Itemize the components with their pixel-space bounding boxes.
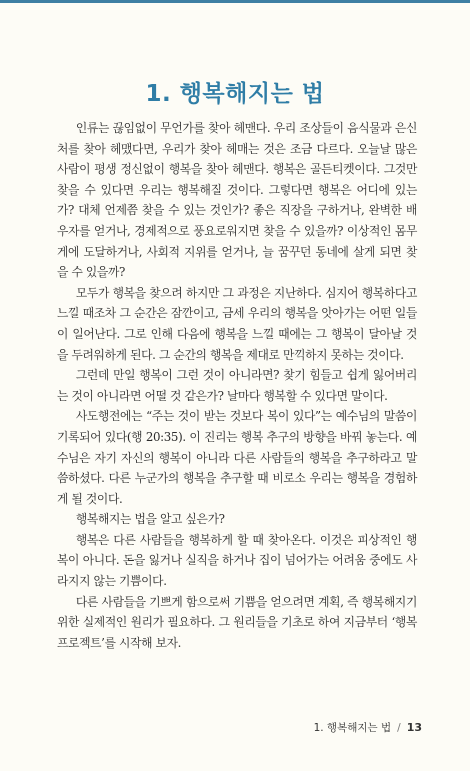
paragraph-3: 그런데 만일 행복이 그런 것이 아니라면? 찾기 힘들고 쉽게 잃어버리는 것이 아니라면 어떨 것 같은가? 날마다 행복할 수 있다면 말이다. (57, 368, 417, 403)
paragraph-4: 사도행전에는 “주는 것이 받는 것보다 복이 있다”는 예수님의 말씀이 기록되어 있다(행 20:35). 이 진리는 행복 추구의 방향을 바꿔 놓는다. 예수님은 자기 자신의 행복이 아니라 다른 사람들의 행복을 추구하라고 말씀하셨다. 다른 누군가의 행복을 추구할 때 비로소 우리는 행복을 경험하게 될 것이다. (57, 409, 417, 506)
paragraph-5: 행복해지는 법을 알고 싶은가? (75, 512, 225, 527)
page-number: 13 (406, 721, 422, 734)
paragraph-2: 모두가 행복을 찾으려 하지만 그 과정은 지난하다. 심지어 행복하다고 느낄 때조차 그 순간은 잠깐이고, 금세 우리의 행복을 앗아가는 어떤 일들이 일어난다. 그로 인해 다음에 행복을 느낄 때에는 그 행복이 달아날 것을 두려워하게 된다. 그 순간의 행복을 제대로 만끽하지 못하는 것이다. (57, 285, 417, 362)
footer-separator: / (397, 722, 401, 734)
chapter-title: 1. 행복해지는 법 (145, 81, 325, 108)
body-text (57, 118, 417, 653)
page-footer (314, 720, 422, 735)
paragraph-7: 다른 사람들을 기쁘게 함으로써 기쁨을 얻으려면 계획, 즉 행복해지기 위한 실제적인 원리가 필요하다. 그 원리들을 기초로 하여 지금부터 ‘행복 프로젝트’를 시작해 보자. (57, 594, 417, 650)
top-accent-rule (0, 0, 470, 3)
footer-chapter-label: 1. 행복해지는 법 (313, 722, 392, 734)
paragraph-1: 인류는 끊임없이 무언가를 찾아 헤맨다. 우리 조상들이 음식물과 은신처를 찾아 헤맸다면, 우리가 찾아 헤매는 것은 조금 다르다. 오늘날 많은 사람이 평생 정신없이 행복을 찾아 헤맨다. 행복은 골든티켓이다. 그것만 찾을 수 있다면 우리는 행복해질 것이다. 그렇다면 행복은 어디에 있는가? 대체 언제쯤 찾을 수 있는 것인가? 좋은 직장을 구하거나, 완벽한 배우자를 얻거나, 경제적으로 풍요로워지면 찾을 수 있을까? 이상적인 몸무게에 도달하거나, 사회적 지위를 얻거나, 늘 꿈꾸던 동네에 살게 되면 찾을 수 있을까? (57, 121, 417, 280)
paragraph-6: 행복은 다른 사람들을 행복하게 할 때 찾아온다. 이것은 피상적인 행복이 아니다. 돈을 잃거나 실직을 하거나 집이 넘어가는 어려움 중에도 사라지지 않는 기쁨이다. (57, 532, 417, 589)
